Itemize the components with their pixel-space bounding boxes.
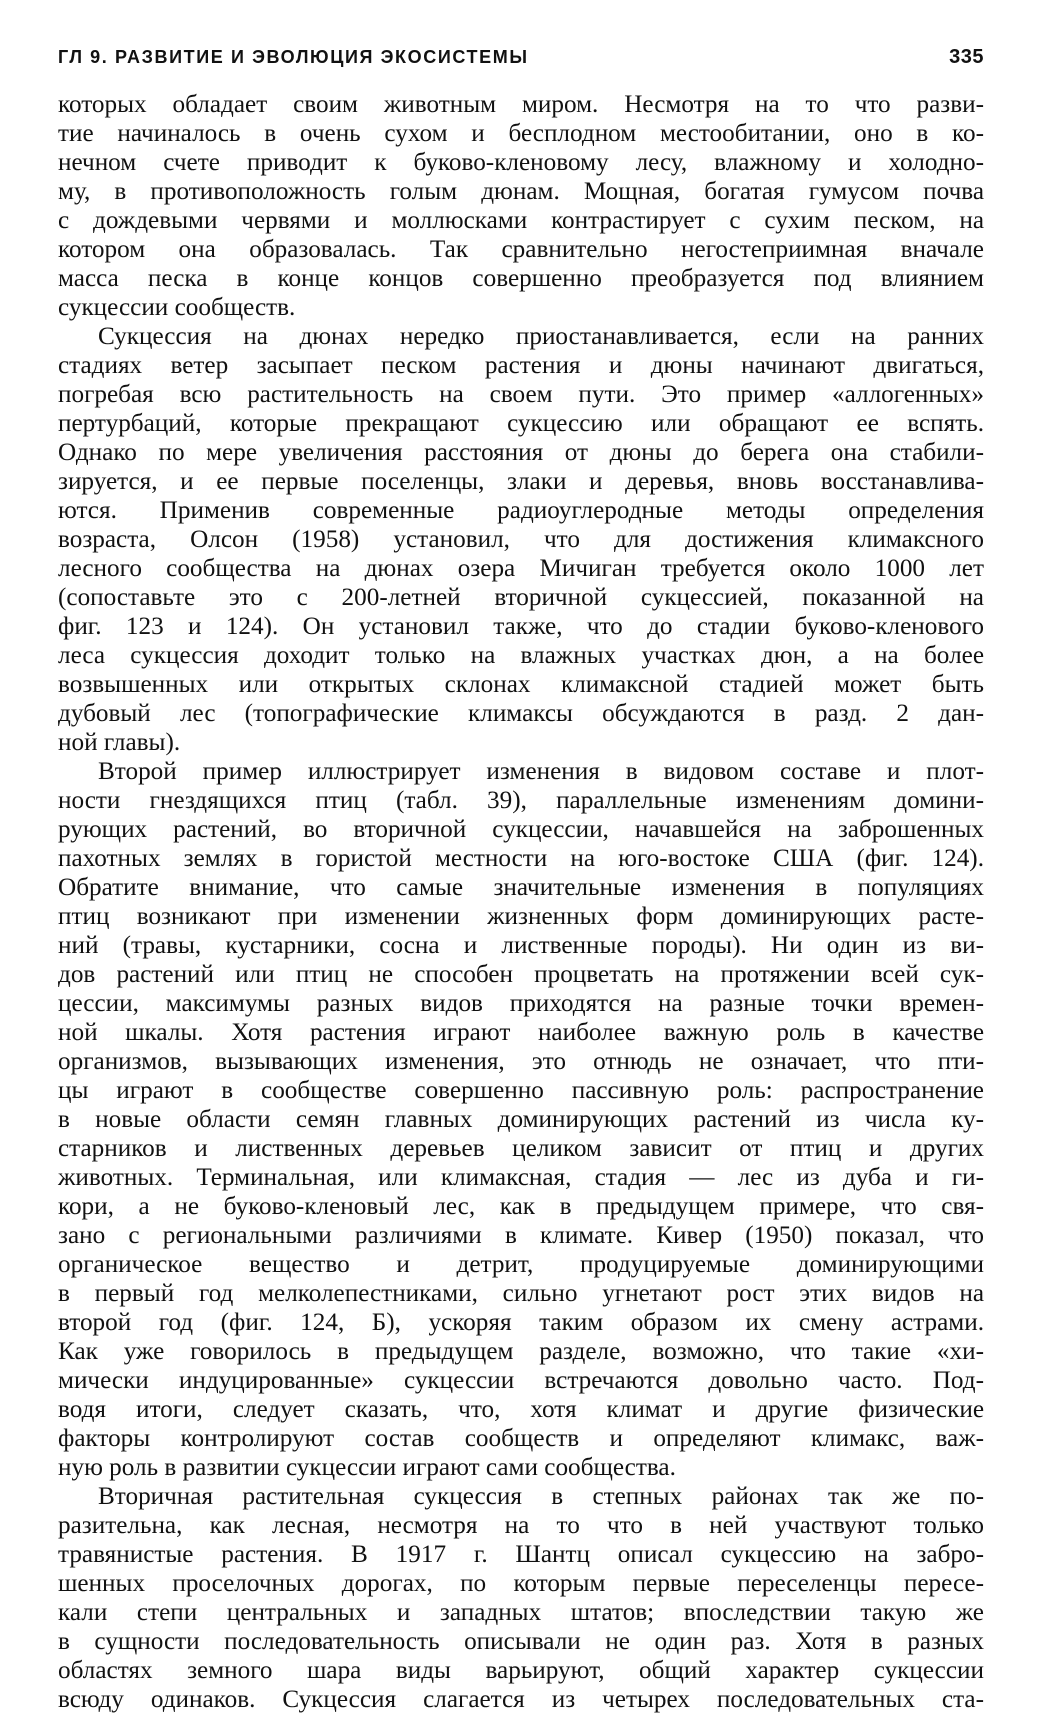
text-line: стадиях ветер засыпает песком растения и дюны начинают двигаться, <box>58 352 984 379</box>
text-line: шенных проселочных дорогах, по которым первые переселенцы пересе- <box>58 1570 984 1597</box>
text-line: мически индуцированные» сукцессии встречаются довольно часто. Под- <box>58 1367 984 1394</box>
text-line: в сущности последовательность описывали не один раз. Хотя в разных <box>58 1628 984 1655</box>
text-line: цы играют в сообществе совершенно пассивную роль: распространение <box>58 1077 984 1104</box>
text-line: му, в противоположность голым дюнам. Мощная, богатая гумусом почва <box>58 178 984 205</box>
text-line: с дождевыми червями и моллюсками контрастирует с сухим песком, на <box>58 207 984 234</box>
page-header <box>58 46 984 76</box>
text-line: цессии, максимумы разных видов приходятся на разные точки времен- <box>58 990 984 1017</box>
text-line: котором она образовалась. Так сравнительно негостеприимная вначале <box>58 236 984 263</box>
running-title: ГЛ 9. РАЗВИТИЕ И ЭВОЛЮЦИЯ ЭКОСИСТЕМЫ <box>58 47 529 67</box>
text-line: Второй пример иллюстрирует изменения в видовом составе и плот- <box>98 758 984 785</box>
text-line: старников и лиственных деревьев целиком зависит от птиц и других <box>58 1135 984 1162</box>
text-line: масса песка в конце концов совершенно преобразуется под влиянием <box>58 265 984 292</box>
paragraph <box>58 757 984 1482</box>
text-line: травянистые растения. В 1917 г. Шантц описал сукцессию на забро- <box>58 1541 984 1568</box>
text-line: дубовый лес (топографические климаксы обсуждаются в разд. 2 дан- <box>58 700 984 727</box>
text-line: ной шкалы. Хотя растения играют наиболее важную роль в качестве <box>58 1019 984 1046</box>
text-line: (сопоставьте это с 200-летней вторичной сукцессией, показанной на <box>58 584 984 611</box>
text-line: возраста, Олсон (1958) установил, что для достижения климаксного <box>58 526 984 553</box>
text-line: рующих растений, во вторичной сукцессии, начавшейся на заброшенных <box>58 816 984 843</box>
text-line: Однако по мере увеличения расстояния от дюны до берега она стабили- <box>58 439 984 466</box>
text-line: в первый год мелколепестниками, сильно угнетают рост этих видов на <box>58 1280 984 1307</box>
text-line: Сукцессия на дюнах нередко приостанавливается, если на ранних <box>98 323 984 350</box>
text-line: пертурбаций, которые прекращают сукцессию или обращают ее вспять. <box>58 410 984 437</box>
text-line: областях земного шара виды варьируют, общий характер сукцессии <box>58 1657 984 1684</box>
text-line: ний (травы, кустарники, сосна и лиственные породы). Ни один из ви- <box>58 932 984 959</box>
text-line: нечном счете приводит к буково-кленовому лесу, влажному и холодно- <box>58 149 984 176</box>
text-line: ную роль в развитии сукцессии играют сами сообщества. <box>58 1454 676 1481</box>
body-text <box>58 90 984 1714</box>
text-line: леса сукцессия доходит только на влажных участках дюн, а на более <box>58 642 984 669</box>
text-line: кори, а не буково-кленовый лес, как в предыдущем примере, что свя- <box>58 1193 984 1220</box>
paragraph <box>58 322 984 757</box>
text-line: животных. Терминальная, или климаксная, стадия — лес из дуба и ги- <box>58 1164 984 1191</box>
text-line: организмов, вызывающих изменения, это отнюдь не означает, что пти- <box>58 1048 984 1075</box>
text-line: сукцессии сообществ. <box>58 294 296 321</box>
paragraph <box>58 90 984 322</box>
text-line: Обратите внимание, что самые значительные изменения в популяциях <box>58 874 984 901</box>
text-line: которых обладает своим животным миром. Несмотря на то что разви- <box>58 91 984 118</box>
text-line: факторы контролируют состав сообществ и определяют климакс, важ- <box>58 1425 984 1452</box>
text-line: зано с региональными различиями в климате. Кивер (1950) показал, что <box>58 1222 984 1249</box>
text-line: ной главы). <box>58 729 181 756</box>
text-line: погребая всю растительность на своем пути. Это пример «аллогенных» <box>58 381 984 408</box>
text-line: Вторичная растительная сукцессия в степных районах так же по- <box>98 1483 984 1510</box>
text-line: Как уже говорилось в предыдущем разделе, возможно, что такие «хи- <box>58 1338 984 1365</box>
text-line: зируется, и ее первые поселенцы, злаки и деревья, вновь восстанавлива- <box>58 468 984 495</box>
text-line: в новые области семян главных доминирующих растений из числа ку- <box>58 1106 984 1133</box>
text-line: возвышенных или открытых склонах климаксной стадией может быть <box>58 671 984 698</box>
text-line: органическое вещество и детрит, продуцируемые доминирующими <box>58 1251 984 1278</box>
page-number: 335 <box>949 46 984 68</box>
text-line: птиц возникают при изменении жизненных форм доминирующих расте- <box>58 903 984 930</box>
text-line: разительна, как лесная, несмотря на то что в ней участвуют только <box>58 1512 984 1539</box>
text-line: ются. Применив современные радиоуглеродные методы определения <box>58 497 984 524</box>
text-line: лесного сообщества на дюнах озера Мичиган требуется около 1000 лет <box>58 555 984 582</box>
text-line: тие начиналось в очень сухом и бесплодном местообитании, оно в ко- <box>58 120 984 147</box>
paragraph <box>58 1482 984 1714</box>
text-line: дов растений или птиц не способен процветать на протяжении всей сук- <box>58 961 984 988</box>
text-line: водя итоги, следует сказать, что, хотя климат и другие физические <box>58 1396 984 1423</box>
text-line: фиг. 123 и 124). Он установил также, что до стадии буково-кленового <box>58 613 984 640</box>
text-line: кали степи центральных и западных штатов; впоследствии такую же <box>58 1599 984 1626</box>
text-line: пахотных землях в гористой местности на юго-востоке США (фиг. 124). <box>58 845 984 872</box>
text-line: второй год (фиг. 124, Б), ускоряя таким образом их смену астрами. <box>58 1309 984 1336</box>
text-line: ности гнездящихся птиц (табл. 39), параллельные изменениям домини- <box>58 787 984 814</box>
text-line: всюду одинаков. Сукцессия слагается из четырех последовательных ста- <box>58 1686 984 1713</box>
